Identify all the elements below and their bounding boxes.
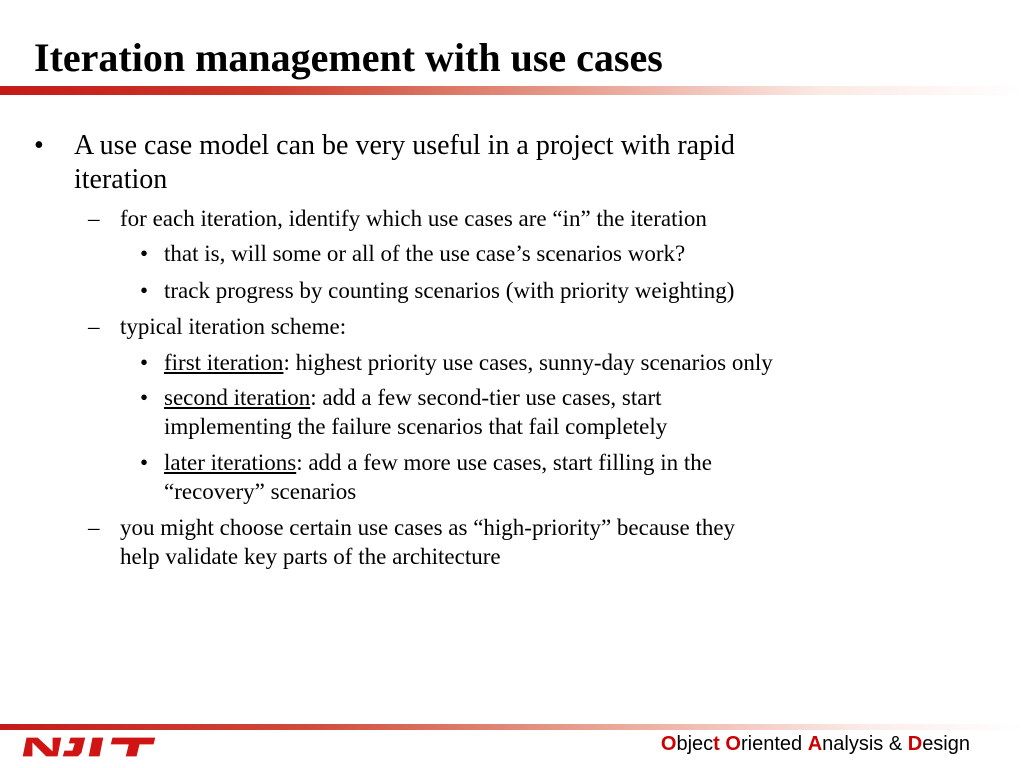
sub-bullet-text bbox=[164, 449, 712, 477]
sub-bullet-text-cont: implementing the failure scenarios that fail completely bbox=[164, 414, 668, 439]
footer-cap-letter: O bbox=[725, 733, 741, 755]
sub-bullet-text: track progress by counting scenarios (with priority weighting) bbox=[164, 278, 735, 303]
footer-cap-letter: A bbox=[807, 733, 823, 755]
sub-bullet-marker: • bbox=[140, 385, 149, 410]
term-later-iterations: later iterations bbox=[164, 450, 297, 475]
njit-logo bbox=[22, 735, 172, 759]
dash-marker: – bbox=[88, 206, 100, 231]
subpoint-text-cont: help validate key parts of the architecture bbox=[120, 544, 501, 569]
sub-bullet-marker: • bbox=[140, 278, 149, 303]
footer-course-title bbox=[661, 732, 970, 756]
sub-bullet-text-cont: “recovery” scenarios bbox=[164, 479, 357, 504]
sub-bullet-marker: • bbox=[140, 241, 149, 266]
subpoint-text: for each iteration, identify which use cases are “in” the iteration bbox=[120, 206, 707, 231]
bullet-text: A use case model can be very useful in a project with rapid bbox=[74, 130, 735, 161]
dash-marker: – bbox=[88, 515, 100, 540]
sub-bullet-text bbox=[164, 384, 662, 412]
term-first-iteration: first iteration bbox=[164, 350, 284, 375]
sub-bullet-marker: • bbox=[140, 350, 149, 375]
term-second-iteration: second iteration bbox=[164, 385, 311, 410]
footer-word-part: nalysis & bbox=[822, 733, 908, 755]
term-description: : highest priority use cases, sunny-day scenarios only bbox=[283, 350, 773, 375]
bullet-text-cont: iteration bbox=[74, 164, 168, 195]
sub-bullet-text bbox=[164, 349, 773, 377]
footer-word-part: esign bbox=[922, 733, 970, 755]
subpoint-text: typical iteration scheme: bbox=[120, 314, 347, 339]
sub-bullet-marker: • bbox=[140, 450, 149, 475]
term-description: : add a few more use cases, start filling in the bbox=[296, 450, 712, 475]
footer-divider-bar bbox=[0, 724, 1024, 730]
sub-bullet-text: that is, will some or all of the use case’s scenarios work? bbox=[164, 241, 686, 266]
footer-cap-letter: t bbox=[713, 733, 720, 755]
footer-word-part: riented bbox=[740, 733, 808, 755]
footer-cap-letter: O bbox=[660, 733, 677, 755]
subpoint-text: you might choose certain use cases as “high-priority” because they bbox=[120, 515, 736, 540]
slide-title: Iteration management with use cases bbox=[34, 35, 663, 80]
dash-marker: – bbox=[88, 314, 100, 339]
term-description: : add a few second-tier use cases, start bbox=[310, 385, 662, 410]
footer-word-part: bjec bbox=[676, 733, 714, 755]
footer-cap-letter: D bbox=[907, 733, 923, 755]
bullet-marker: • bbox=[34, 130, 44, 161]
